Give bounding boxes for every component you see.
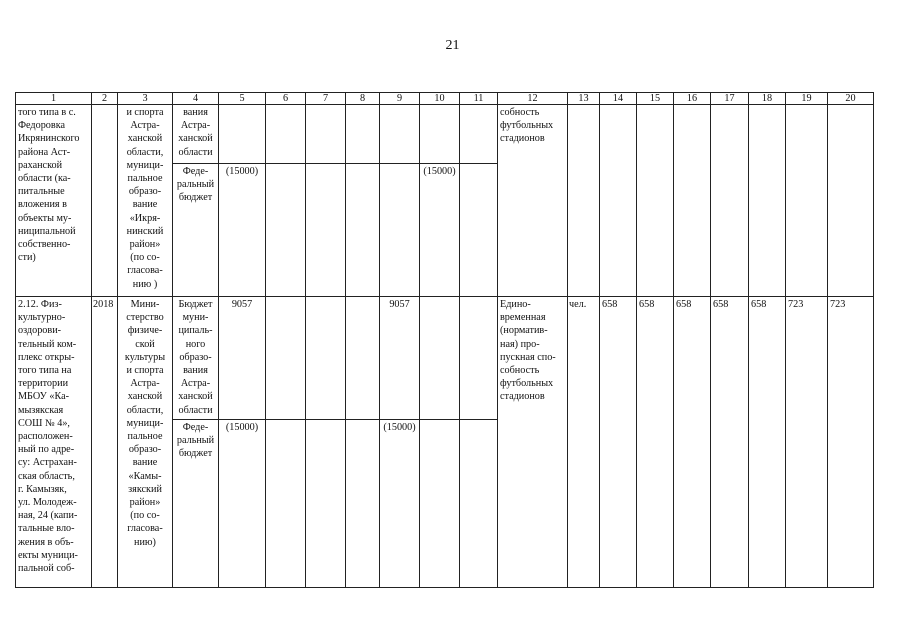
column-number: 2 — [92, 93, 118, 105]
year-cell — [92, 105, 118, 297]
responsible-cell: Мини- стерство физиче- ской культуры и спорта Астра- ханской области, муници- пальное образо- вание «Камы- зякский район» (по со- гласова- нию) — [118, 297, 173, 588]
value-cell — [266, 164, 306, 297]
value-cell — [460, 297, 498, 420]
column-number-row — [16, 93, 874, 105]
column-number: 8 — [346, 93, 380, 105]
indicator-cell: собность футбольных стадионов — [498, 105, 568, 297]
object-name-cell: того типа в с. Федоровка Икрянинского района Аст- раханской области (ка- питальные вложения в объекты му- ниципальной собственно- сти) — [16, 105, 92, 297]
value-cell — [711, 105, 749, 297]
indicator-cell: Едино- временная (норматив- ная) про- пускная спо- собность футбольных стадионов — [498, 297, 568, 588]
responsible-cell: и спорта Астра- ханской области, муници- пальное образо- вание «Икря- нинский район» (по со- гласова- нию ) — [118, 105, 173, 297]
value-cell — [380, 164, 420, 297]
column-number: 16 — [674, 93, 711, 105]
table-row — [16, 105, 874, 164]
value-cell — [306, 297, 346, 420]
value-cell: 658 — [711, 297, 749, 588]
value-cell — [346, 164, 380, 297]
value-cell — [600, 105, 637, 297]
value-cell — [346, 105, 380, 164]
column-number: 18 — [749, 93, 786, 105]
value-cell: (15000) — [420, 164, 460, 297]
page-number: 21 — [445, 38, 460, 53]
value-cell: 9057 — [380, 297, 420, 420]
value-cell — [306, 105, 346, 164]
value-cell: (15000) — [219, 164, 266, 297]
column-number: 17 — [711, 93, 749, 105]
value-cell — [346, 420, 380, 588]
value-cell — [420, 105, 460, 164]
value-cell: 658 — [749, 297, 786, 588]
column-number: 12 — [498, 93, 568, 105]
unit-cell — [568, 105, 600, 297]
column-number: 3 — [118, 93, 173, 105]
value-cell — [266, 297, 306, 420]
value-cell — [266, 105, 306, 164]
value-cell: 658 — [600, 297, 637, 588]
value-cell — [786, 105, 828, 297]
column-number: 20 — [828, 93, 874, 105]
value-cell: (15000) — [380, 420, 420, 588]
column-number: 19 — [786, 93, 828, 105]
funding-source-cell: Бюджет муни- ципаль- ного образо- вания Астра- ханской области — [173, 297, 219, 420]
column-number: 6 — [266, 93, 306, 105]
value-cell — [266, 420, 306, 588]
funding-source-cell: Феде- ральный бюджет — [173, 164, 219, 297]
value-cell — [420, 297, 460, 420]
value-cell: 723 — [786, 297, 828, 588]
value-cell — [420, 420, 460, 588]
value-cell — [828, 105, 874, 297]
unit-cell: чел. — [568, 297, 600, 588]
value-cell: 9057 — [219, 297, 266, 420]
year-cell: 2018 — [92, 297, 118, 588]
value-cell: 658 — [674, 297, 711, 588]
value-cell — [749, 105, 786, 297]
value-cell — [674, 105, 711, 297]
column-number: 14 — [600, 93, 637, 105]
budget-table — [15, 92, 874, 588]
value-cell: 658 — [637, 297, 674, 588]
column-number: 1 — [16, 93, 92, 105]
value-cell — [346, 297, 380, 420]
value-cell: (15000) — [219, 420, 266, 588]
column-number: 5 — [219, 93, 266, 105]
table-row — [16, 297, 874, 420]
value-cell — [219, 105, 266, 164]
column-number: 7 — [306, 93, 346, 105]
value-cell: 723 — [828, 297, 874, 588]
column-number: 11 — [460, 93, 498, 105]
column-number: 13 — [568, 93, 600, 105]
column-number: 10 — [420, 93, 460, 105]
value-cell — [306, 164, 346, 297]
value-cell — [306, 420, 346, 588]
value-cell — [460, 164, 498, 297]
value-cell — [460, 420, 498, 588]
column-number: 9 — [380, 93, 420, 105]
funding-source-cell: Феде- ральный бюджет — [173, 420, 219, 588]
value-cell — [637, 105, 674, 297]
column-number: 4 — [173, 93, 219, 105]
object-name-cell: 2.12. Физ- культурно- оздорови- тельный ком- плекс откры- того типа на территории МБОУ «Ка- мызякская СОШ № 4», расположен- ный по адре- су: Астрахан- ская область, г. Камызяк, ул. Молодеж- ная, 24 (капи- тальные вло- жения в объ- екты муници- пальной соб- — [16, 297, 92, 588]
value-cell — [460, 105, 498, 164]
value-cell — [380, 105, 420, 164]
column-number: 15 — [637, 93, 674, 105]
funding-source-cell: вания Астра- ханской области — [173, 105, 219, 164]
